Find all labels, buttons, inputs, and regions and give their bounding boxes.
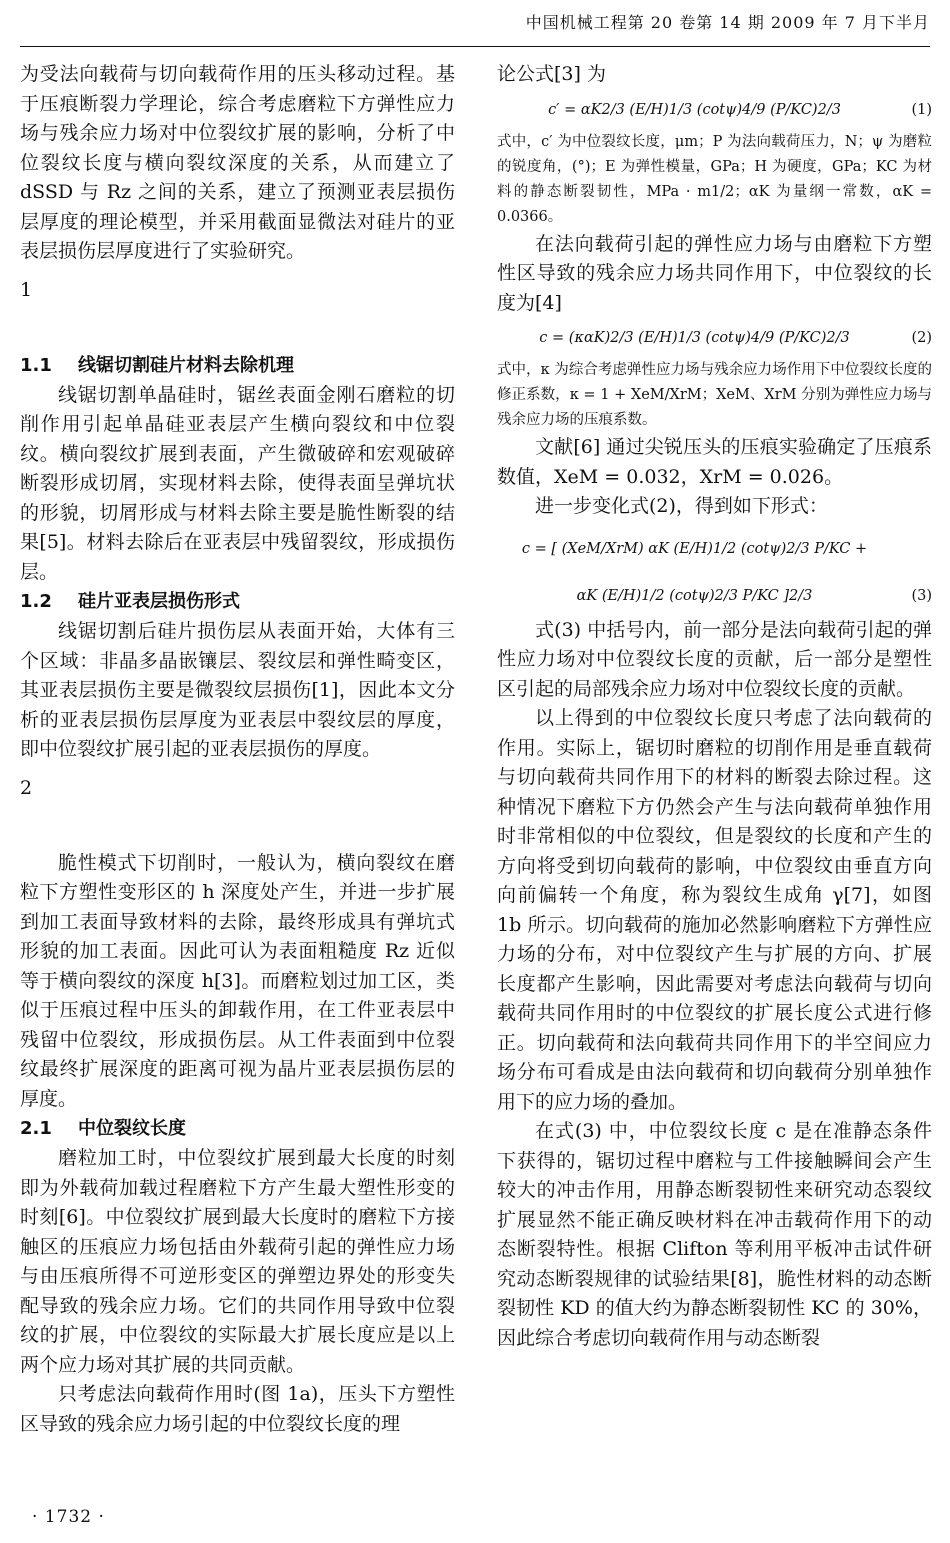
equation-3-line-1	[497, 522, 932, 576]
equation-number: (2)	[911, 330, 932, 346]
right-column	[497, 60, 932, 1500]
paragraph: 只考虑法向载荷作用时(图 1a)，压头下方塑性区导致的残余应力场引起的中位裂纹长度的理	[20, 1383, 455, 1435]
header-rule	[20, 46, 930, 47]
subsection-1-1-heading	[20, 351, 455, 381]
equation-1-definitions: 式中，c′ 为中位裂纹长度，μm；P 为法向载荷压力，N；ψ 为磨粒的锐度角，(°)；E 为弹性模量，GPa；H 为硬度，GPa；KC 为材料的静态断裂韧性，MPa · m1/2；αK 为量纲一常数，αK = 0.0366。	[497, 133, 932, 225]
paragraph: 式(3) 中括号内，前一部分是法向载荷引起的弹性应力场对中位裂纹长度的贡献，后一部分是塑性区引起的局部残余应力场对中位裂纹长度的贡献。	[497, 618, 932, 700]
paragraph: 文献[6] 通过尖锐压头的压痕实验确定了压痕系数值，XeM = 0.032，XrM = 0.026。	[497, 436, 932, 488]
equation-2	[497, 318, 932, 358]
paragraph: 进一步变化式(2)，得到如下形式：	[535, 495, 828, 517]
equation-body: c′ = αK2/3 (E/H)1/3 (cotψ)4/9 (P/KC)2/3	[548, 101, 841, 118]
subsection-number: 2.1	[20, 1118, 52, 1139]
section-1-number: 1	[20, 278, 33, 301]
paragraph: 线锯切割后硅片损伤层从表面开始，大体有三个区域：非晶多晶嵌镶层、裂纹层和弹性畸变区，其亚表层损伤主要是微裂纹层损伤[1]，因此本文分析的亚表层损伤层厚度为亚表层中裂纹层的厚度，即中位裂纹扩展引起的亚表层损伤的厚度。	[20, 620, 455, 760]
equation-3-line-2	[497, 576, 932, 616]
equation-1	[497, 90, 932, 130]
subsection-2-1-heading	[20, 1114, 455, 1144]
section-2-number: 2	[20, 776, 33, 799]
page-number: · 1732 ·	[32, 1507, 105, 1527]
equation-body: c = (καK)2/3 (E/H)1/3 (cotψ)4/9 (P/KC)2/3	[539, 330, 850, 346]
subsection-title: 硅片亚表层损伤形式	[78, 591, 240, 612]
paragraph: 在法向载荷引起的弹性应力场与由磨粒下方塑性区导致的残余应力场共同作用下，中位裂纹的长度为[4]	[497, 232, 932, 314]
equation-body: αK (E/H)1/2 (cotψ)2/3 P/KC ]2/3	[576, 587, 813, 604]
paragraph: 以上得到的中位裂纹长度只考虑了法向载荷的作用。实际上，锯切时磨粒的切削作用是垂直载荷与切向载荷共同作用下的材料的断裂去除过程。这种情况下磨粒下方仍然会产生与法向载荷单独作用时非常相似的中位裂纹，但是裂纹的长度和产生的方向将受到切向载荷的影响，中位裂纹由垂直方向向前偏转一个角度，称为裂纹生成角 γ[7]，如图 1b 所示。切向载荷的施加必然影响磨粒下方弹性应力场的分布，对中位裂纹产生与扩展的方向、扩展长度都产生影响，因此需要对考虑法向载荷与切向载荷共同作用时的中位裂纹的扩展长度公式进行修正。切向载荷和法向载荷共同作用下的半空间应力场分布可看成是由法向载荷和切向载荷分别单独作用下的应力场的叠加。	[497, 707, 932, 1113]
subsection-number: 1.2	[20, 591, 52, 612]
subsection-title: 中位裂纹长度	[78, 1118, 186, 1139]
paragraph: 在式(3) 中，中位裂纹长度 c 是在准静态条件下获得的，锯切过程中磨粒与工件接触瞬间会产生较大的冲击作用，用静态断裂韧性来研究动态裂纹扩展显然不能正确反映材料在冲击载荷作用下的动态断裂特性。根据 Clifton 等利用平板冲击试件研究动态断裂规律的试验结果[8]，脆性材料的动态断裂韧性 KD 的值大约为静态断裂韧性 KC 的 30%，因此综合考虑切向载荷作用与动态断裂	[497, 1120, 932, 1349]
left-column	[20, 60, 455, 1500]
equation-number: (1)	[911, 101, 932, 118]
paragraph: 论公式[3] 为	[497, 63, 606, 85]
paragraph: 线锯切割单晶硅时，锯丝表面金刚石磨粒的切削作用引起单晶硅亚表层产生横向裂纹和中位裂纹。横向裂纹扩展到表面，产生微破碎和宏观破碎断裂形成切屑，实现材料去除，使得表面呈弹坑状的形貌，切屑形成与材料去除主要是脆性断裂的结果[5]。材料去除后在亚表层中残留裂纹，形成损伤层。	[20, 383, 455, 583]
running-header: 中国机械工程第 20 卷第 14 期 2009 年 7 月下半月	[525, 13, 930, 32]
subsection-title: 线锯切割硅片材料去除机理	[78, 354, 294, 376]
paragraph: 为受法向载荷与切向载荷作用的压头移动过程。基于压痕断裂力学理论，综合考虑磨粒下方弹性应力场与残余应力场对中位裂纹扩展的影响，分析了中位裂纹长度与横向裂纹深度的关系，从而建立了 dSSD 与 Rz 之间的关系，建立了预测亚表层损伤层厚度的理论模型，并采用截面显微法对硅片的亚表层损伤层厚度进行了实验研究。	[20, 63, 455, 262]
equation-number: (3)	[911, 587, 932, 604]
equation-2-definitions: 式中，κ 为综合考虑弹性应力场与残余应力场作用下中位裂纹长度的修正系数，κ = 1 + XeM/XrM；XeM、XrM 分别为弹性应力场与残余应力场的压痕系数。	[497, 362, 932, 428]
subsection-1-2-heading	[20, 587, 455, 617]
paragraph: 脆性模式下切削时，一般认为，横向裂纹在磨粒下方塑性变形区的 h 深度处产生，并进一步扩展到加工表面导致材料的去除，最终形成具有弹坑式形貌的加工表面。因此可认为表面粗糙度 Rz 近似等于横向裂纹的深度 h[3]。而磨粒划过加工区，类似于压痕过程中压头的卸载作用，在工件亚表层中残留中位裂纹，形成损伤层。从工件表面到中位裂纹最终扩展深度的距离可视为晶片亚表层损伤层的厚度。	[20, 851, 455, 1110]
subsection-number: 1.1	[20, 354, 52, 376]
equation-body: c = [ (XeM/XrM) αK (E/H)1/2 (cotψ)2/3 P/KC +	[521, 540, 868, 557]
paragraph: 磨粒加工时，中位裂纹扩展到最大长度的时刻即为外载荷加载过程磨粒下方产生最大塑性形变的时刻[6]。中位裂纹扩展到最大长度时的磨粒下方接触区的压痕应力场包括由外载荷引起的弹性应力场与由压痕所得不可逆形变区的弹塑边界处的形变失配导致的残余应力场。它们的共同作用导致中位裂纹的扩展，中位裂纹的实际最大扩展长度应是以上两个应力场对其扩展的共同贡献。	[20, 1147, 455, 1376]
